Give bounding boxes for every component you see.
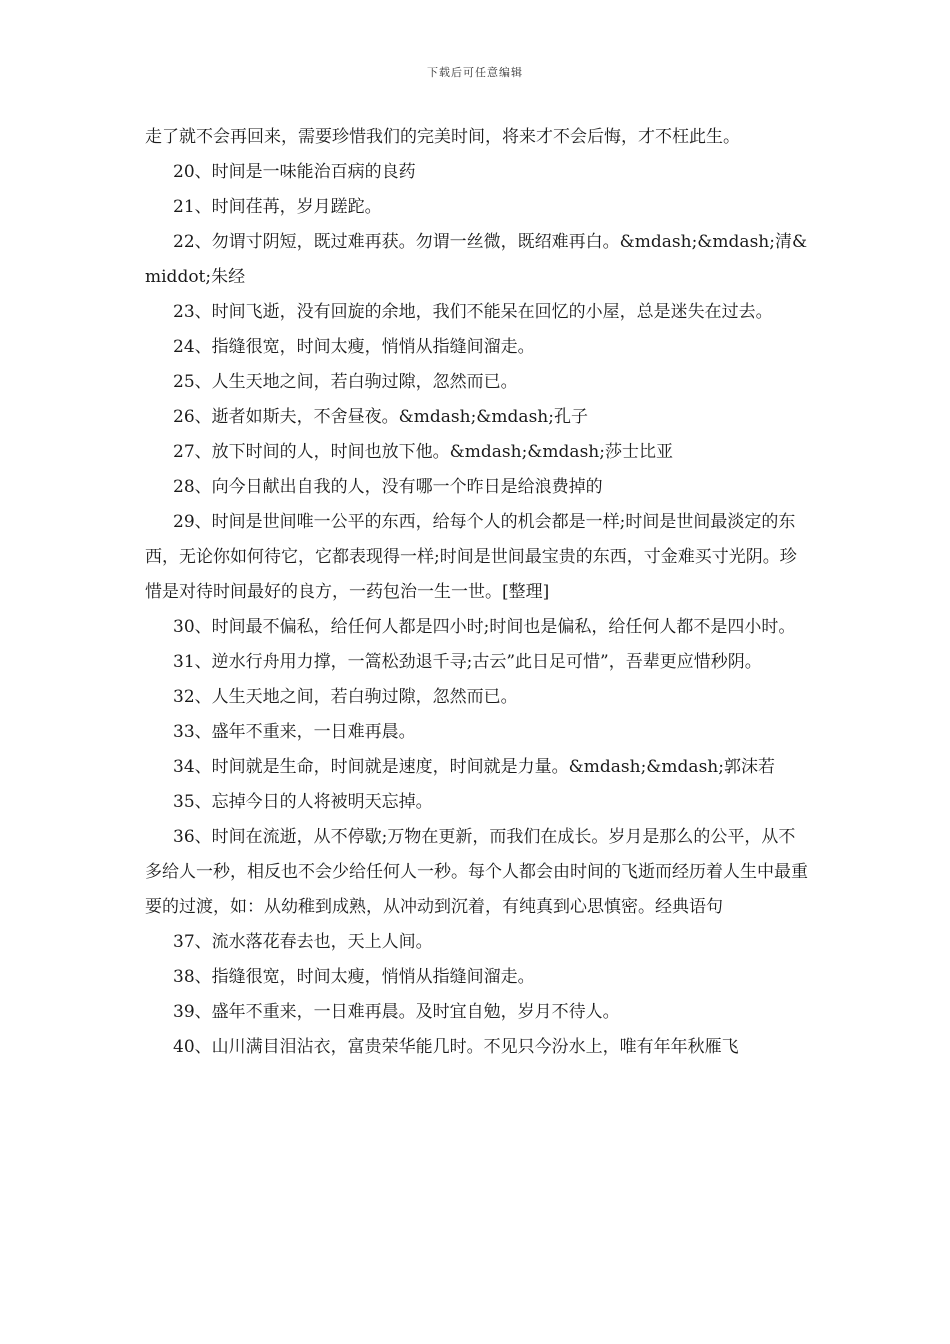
paragraph-17: 36、时间在流逝，从不停歇;万物在更新，而我们在成长。岁月是那么的公平，从不多给人一秒，相反也不会少给任何人一秒。每个人都会由时间的飞逝而经历着人生中最重要的过渡，如：从幼稚到成熟，从冲动到沉着，有纯真到心思慎密。经典语句 xyxy=(145,827,808,917)
paragraph-13: 32、人生天地之间，若白驹过隙，忽然而已。 xyxy=(173,687,518,707)
paragraph-12: 31、逆水行舟用力撑，一篙松劲退千寻;古云”此日足可惜”，吾辈更应惜秒阴。 xyxy=(173,652,762,672)
paragraph-0: 走了就不会再回来，需要珍惜我们的完美时间，将来才不会后悔，才不枉此生。 xyxy=(145,127,740,147)
paragraph-1: 20、时间是一味能治百病的良药 xyxy=(173,162,416,182)
paragraph-19: 38、指缝很宽，时间太瘦，悄悄从指缝间溜走。 xyxy=(173,967,535,987)
paragraph-9: 28、向今日献出自我的人，没有哪一个昨日是给浪费掉的 xyxy=(173,477,603,497)
paragraph-2: 21、时间荏苒，岁月蹉跎。 xyxy=(173,197,382,217)
paragraph-8: 27、放下时间的人，时间也放下他。&mdash;&mdash;莎士比亚 xyxy=(173,442,673,462)
paragraph-21: 40、山川满目泪沾衣，富贵荣华能几时。不见只今汾水上，唯有年年秋雁飞 xyxy=(173,1037,739,1057)
paragraph-5: 24、指缝很宽，时间太瘦，悄悄从指缝间溜走。 xyxy=(173,337,535,357)
page-header: 下载后可任意编辑 xyxy=(427,66,523,79)
paragraph-15: 34、时间就是生命，时间就是速度，时间就是力量。&mdash;&mdash;郭沫若 xyxy=(173,757,775,777)
paragraph-7: 26、逝者如斯夫，不舍昼夜。&mdash;&mdash;孔子 xyxy=(173,407,588,427)
paragraph-20: 39、盛年不重来，一日难再晨。及时宜自勉，岁月不待人。 xyxy=(173,1002,620,1022)
paragraph-3: 22、勿谓寸阴短，既过难再获。勿谓一丝微，既绍难再白。&mdash;&mdash;清&middot;朱经 xyxy=(145,232,808,287)
paragraph-14: 33、盛年不重来，一日难再晨。 xyxy=(173,722,416,742)
paragraph-4: 23、时间飞逝，没有回旋的余地，我们不能呆在回忆的小屋，总是迷失在过去。 xyxy=(173,302,773,322)
paragraph-18: 37、流水落花春去也，天上人间。 xyxy=(173,932,433,952)
paragraph-6: 25、人生天地之间，若白驹过隙，忽然而已。 xyxy=(173,372,518,392)
document-body xyxy=(145,120,810,1065)
paragraph-11: 30、时间最不偏私，给任何人都是四小时;时间也是偏私，给任何人都不是四小时。 xyxy=(173,617,796,637)
paragraph-16: 35、忘掉今日的人将被明天忘掉。 xyxy=(173,792,433,812)
paragraph-10: 29、时间是世间唯一公平的东西，给每个人的机会都是一样;时间是世间最淡定的东西，无论你如何待它，它都表现得一样;时间是世间最宝贵的东西，寸金难买寸光阴。珍惜是对待时间最好的良方，一药包治一生一世。[整理] xyxy=(145,512,797,602)
